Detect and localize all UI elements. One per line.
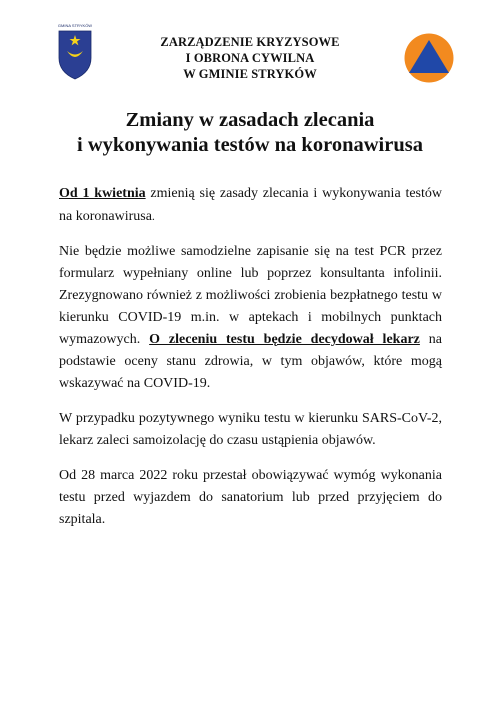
paragraph-4: Od 28 marca 2022 roku przestał obowiązywać wymóg wykonania testu przed wyjazdem do sanatorium lub przed przyjęciem do szpitala. [59, 468, 442, 527]
paragraph-text: Nie będzie możliwe samodzielne zapisanie się na test PCR przez formularz wypełniany online lub poprzez konsultanta infolinii. Zrezygnowano również z możliwości zrobienia bezpłatnego testu w kierunku COVID-19 m.in. w aptekach i mobilnych punktach wymazowych. [59, 244, 442, 347]
paragraph-1 [59, 183, 442, 228]
coat-of-arms-icon [57, 22, 93, 80]
paragraph-text-cont: na podstawie oceny stanu zdrowia, w tym objawów, które mogą wskazywać na COVID-19. [59, 332, 442, 391]
header-title-line: W GMINIE STRYKÓW [183, 67, 317, 81]
document-title [40, 108, 460, 158]
document-body [59, 183, 442, 544]
paragraph-3: W przypadku pozytywnego wyniku testu w kierunku SARS-CoV-2, lekarz zaleci samoizolację do czasu ustąpienia objawów. [59, 411, 442, 448]
document-title-line: Zmiany w zasadach zlecania [125, 109, 375, 131]
civil-defense-logo-icon [404, 33, 454, 83]
header-title-line: ZARZĄDZENIE KRYZYSOWE [160, 35, 340, 49]
header-title [130, 34, 370, 82]
coat-of-arms-label: GMINA STRYKÓW [57, 23, 93, 28]
paragraph-text: zmienią się zasady zlecania i wykonywania testów na koronawirusa [59, 186, 443, 224]
highlight-doctor: O zleceniu testu będzie decydował lekarz [149, 332, 420, 347]
header-title-line: I OBRONA CYWILNA [185, 51, 315, 65]
highlight-date: Od 1 kwietnia [59, 186, 146, 201]
paragraph-2 [59, 241, 442, 395]
paragraph-end: . [151, 209, 155, 223]
document-title-line: i wykonywania testów na koronawirusa [77, 134, 423, 156]
